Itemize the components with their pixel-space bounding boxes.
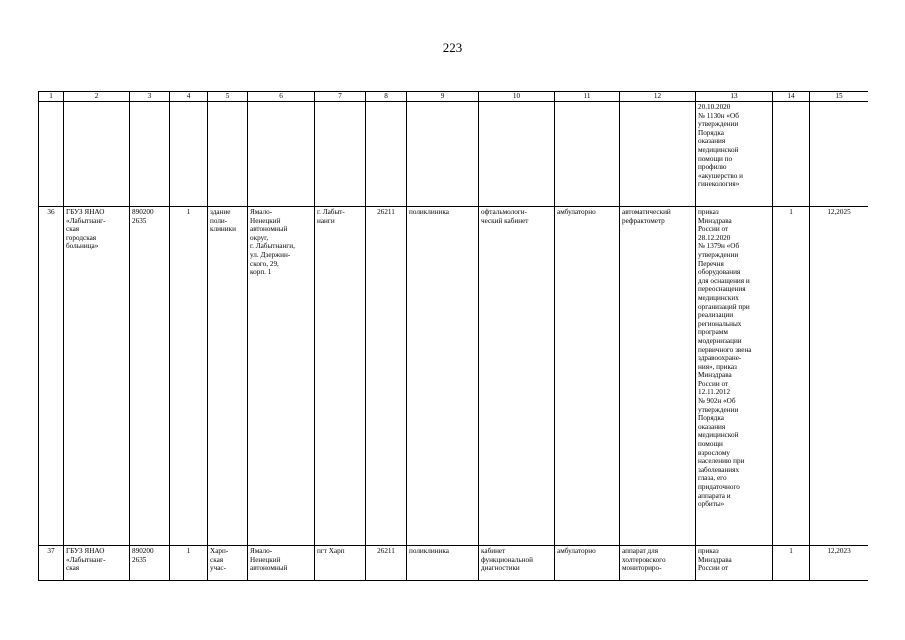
table-row-row-37	[39, 546, 869, 581]
table-cell-col-10	[479, 546, 555, 581]
table-cell-col-7	[315, 207, 366, 546]
table-cell-col-3	[130, 207, 170, 546]
column-header-11: 11	[555, 92, 620, 102]
table-cell-col-2	[64, 207, 130, 546]
cell-text: 12,2025	[827, 208, 851, 216]
table-cell-col-5	[208, 546, 248, 581]
column-header-3: 3	[130, 92, 170, 102]
table-cell-col-11	[555, 102, 620, 207]
table-cell-col-7	[315, 102, 366, 207]
cell-text: 20.10.2020 № 1130н «Об утверждении Порядка оказания медицинской помощи по профилю «акушерство и гинекология»	[698, 103, 743, 189]
table-cell-col-12	[620, 546, 696, 581]
column-header-8: 8	[366, 92, 407, 102]
cell-text: амбулаторно	[557, 208, 596, 216]
column-header-2: 2	[64, 92, 130, 102]
table-row-continuation	[39, 102, 869, 207]
table-cell-col-11	[555, 546, 620, 581]
cell-text: 26211	[377, 208, 395, 216]
cell-text: 1	[186, 547, 191, 555]
table-cell-col-3	[130, 102, 170, 207]
table-cell-col-9	[407, 546, 479, 581]
table-cell-col-14	[773, 207, 810, 546]
column-header-13: 13	[696, 92, 773, 102]
table-cell-col-1	[39, 207, 64, 546]
table-cell-col-7	[315, 546, 366, 581]
table-cell-col-5	[208, 207, 248, 546]
table-cell-col-15	[810, 546, 869, 581]
table-cell-col-2	[64, 546, 130, 581]
cell-text: 26211	[377, 547, 395, 555]
table-cell-col-10	[479, 207, 555, 546]
cell-text: приказ Минздрава России от	[698, 547, 732, 573]
table-cell-col-12	[620, 207, 696, 546]
column-header-10: 10	[479, 92, 555, 102]
table-cell-col-6	[248, 207, 315, 546]
cell-text: 1	[789, 208, 793, 216]
cell-text: пгт Харп	[317, 547, 345, 555]
cell-text: г. Лабыт- нанги	[317, 208, 345, 225]
table-cell-col-13	[696, 207, 773, 546]
document-table	[38, 91, 868, 581]
table-cell-col-14	[773, 546, 810, 581]
table-cell-col-9	[407, 102, 479, 207]
cell-text: 890200 2635	[132, 208, 154, 225]
cell-text: 890200 2635	[132, 547, 154, 564]
cell-text: автоматический рефрактометр	[622, 208, 671, 225]
table-cell-col-4	[170, 207, 208, 546]
table-cell-col-3	[130, 546, 170, 581]
table-cell-col-14	[773, 102, 810, 207]
table-cell-col-15	[810, 207, 869, 546]
table-cell-col-13	[696, 102, 773, 207]
cell-text: офтальмологи- ческий кабинет	[481, 208, 529, 225]
column-header-5: 5	[208, 92, 248, 102]
column-header-12: 12	[620, 92, 696, 102]
cell-text: поликлиника	[409, 547, 449, 555]
column-header-15: 15	[810, 92, 869, 102]
column-header-7: 7	[315, 92, 366, 102]
cell-text: аппарат для холтеровского мониториро-	[622, 547, 666, 573]
table-header-row	[39, 92, 869, 102]
table-cell-col-1	[39, 546, 64, 581]
cell-text: 37	[47, 547, 55, 555]
table-cell-col-2	[64, 102, 130, 207]
cell-text: ГБУЗ ЯНАО «Лабытнанг- ская	[66, 547, 106, 573]
column-header-6: 6	[248, 92, 315, 102]
column-header-4: 4	[170, 92, 208, 102]
table-cell-col-8	[366, 207, 407, 546]
cell-text: 12,2023	[827, 547, 851, 555]
cell-text: Ямало- Ненецкий автономный округ, г. Лабытнанги, ул. Дзержин- ского, 29, корп. 1	[250, 208, 295, 277]
table-cell-col-5	[208, 102, 248, 207]
table-row-row-36	[39, 207, 869, 546]
table-cell-col-4	[170, 546, 208, 581]
cell-text: поликлиника	[409, 208, 449, 216]
cell-text: Харп- ская учас-	[210, 547, 229, 573]
cell-text: Ямало- Ненецкий автономный	[250, 547, 288, 573]
cell-text: здание поли- клиники	[210, 208, 236, 234]
table-cell-col-9	[407, 207, 479, 546]
document-table-wrapper	[38, 91, 868, 581]
column-header-9: 9	[407, 92, 479, 102]
cell-text: приказ Минздрава России от 28.12.2020 № 1379н «Об утверждении Перечня оборудования для оснащения и переоснащения медицинских организаций при реализации региональных программ модернизации первичного звена здравоохране- ния», приказ Минздрава России от 12.11.2012 № 902н «Об утверждении Порядка оказания медицинской помощи взрослому населению при заболеваниях глаза, его придаточного аппарата и орбиты»	[698, 208, 752, 509]
table-cell-col-8	[366, 546, 407, 581]
cell-text: 1	[789, 547, 793, 555]
table-cell-col-12	[620, 102, 696, 207]
table-cell-col-13	[696, 546, 773, 581]
cell-text: 1	[186, 208, 191, 216]
table-cell-col-6	[248, 102, 315, 207]
table-cell-col-8	[366, 102, 407, 207]
table-cell-col-11	[555, 207, 620, 546]
column-header-1: 1	[39, 92, 64, 102]
table-cell-col-1	[39, 102, 64, 207]
cell-text: 36	[47, 208, 55, 216]
cell-text: амбулаторно	[557, 547, 596, 555]
cell-text: ГБУЗ ЯНАО «Лабытнанг- ская городская больница»	[66, 208, 106, 251]
column-header-14: 14	[773, 92, 810, 102]
cell-text: кабинет функциональной диагностики	[481, 547, 533, 573]
table-cell-col-15	[810, 102, 869, 207]
table-cell-col-10	[479, 102, 555, 207]
table-cell-col-4	[170, 102, 208, 207]
page-number: 223	[442, 40, 463, 55]
table-cell-col-6	[248, 546, 315, 581]
